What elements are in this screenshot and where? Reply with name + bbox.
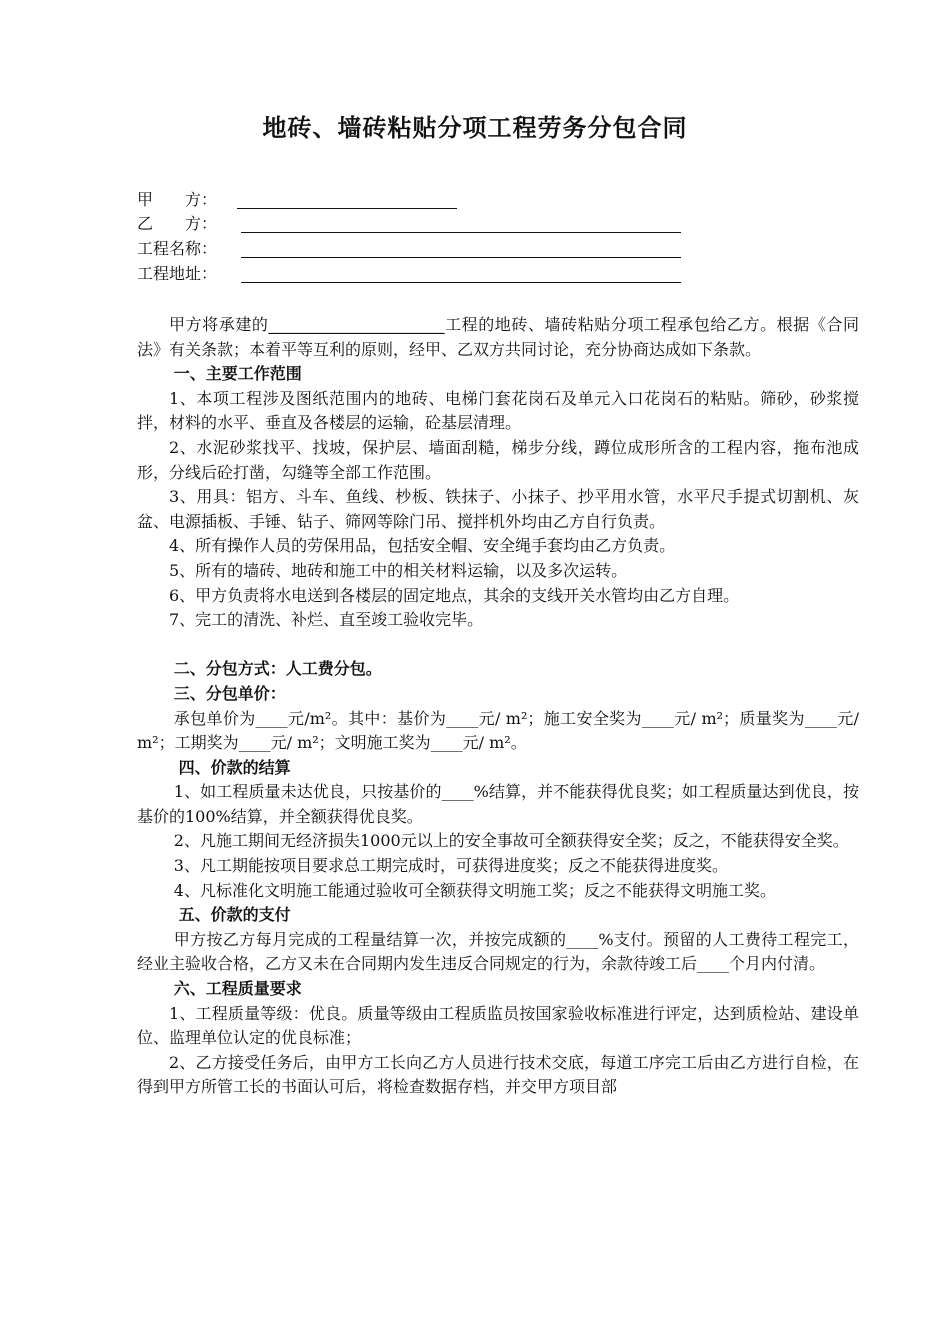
- project-name-blank-line: [241, 257, 681, 258]
- project-name-field: [137, 237, 237, 261]
- party-a-field: [137, 188, 237, 212]
- spacer: [137, 633, 859, 658]
- party-b-label: 乙 方：: [137, 214, 218, 233]
- section2-heading: 二、分包方式：人工费分包。: [173, 659, 382, 679]
- document-title: 地砖、墙砖粘贴分项工程劳务分包合同: [262, 114, 688, 142]
- section3-text: 承包单价为____元/m²。其中：基价为____元/ m²；施工安全奖为____元/ m²；质量奖为____元/ m²；工期奖为____元/ m²；文明施工奖为____元/ m²。: [137, 708, 859, 753]
- section4-item: 2、凡施工期间无经济损失1000元以上的安全事故可全额获得安全奖；反之，不能获得安全奖。: [173, 831, 849, 851]
- party-b-field: [137, 212, 237, 236]
- section4-item: 1、如工程质量未达优良，只按基价的____%结算，并不能获得优良奖；如工程质量达到优良，按基价的100%结算，并全额获得优良奖。: [137, 782, 859, 826]
- project-address-blank-line: [241, 282, 681, 283]
- section4-item: 3、凡工期能按项目要求总工期完成时，可获得进度奖；反之不能获得进度奖。: [173, 856, 728, 876]
- party-b-blank-line: [241, 232, 681, 233]
- section4-item: 4、凡标准化文明施工能通过验收可全额获得文明施工奖；反之不能获得文明施工奖。: [173, 880, 776, 900]
- section6-item: 2、乙方接受任务后，由甲方工长向乙方人员进行技术交底，每道工序完工后由乙方进行自检，在得到甲方所管工长的书面认可后，将检查数据存档，并交甲方项目部: [137, 1052, 859, 1097]
- project-address-field: [137, 262, 237, 286]
- section1-item: 6、甲方负责将水电送到各楼层的固定地点，其余的支线开关水管均由乙方自理。: [169, 585, 740, 605]
- section1-item: 4、所有操作人员的劳保用品，包括安全帽、安全绳手套均由乙方负责。: [169, 536, 676, 556]
- section1-item: 1、本项工程涉及图纸范围内的地砖、电梯门套花岗石及单元入口花岗石的粘贴。筛砂，砂浆搅拌，材料的水平、垂直及各楼层的运输，砼基层清理。: [137, 388, 859, 433]
- section1-item: 3、用具：铝方、斗车、鱼线、杪板、铁抹子、小抹子、抄平用水管，水平尺手提式切割机、灰盆、电源插板、手锤、钻子、筛网等除门吊、搅拌机外均由乙方自行负责。: [137, 487, 859, 531]
- section1-item: 2、水泥砂浆找平、找坡，保护层、墙面刮糙，梯步分线，蹲位成形所含的工程内容，拖布池成形，分线后砼打凿，勾缝等全部工作范围。: [137, 437, 859, 482]
- project-name-label: 工程名称：: [137, 239, 218, 258]
- section1-item: 5、所有的墙砖、地砖和施工中的相关材料运输，以及多次运转。: [169, 560, 628, 580]
- project-address-label: 工程地址：: [137, 264, 218, 283]
- intro-paragraph: 甲方将承建的______________________工程的地砖、墙砖粘贴分项工程承包给乙方。根据《合同法》有关条款；本着平等互利的原则，经甲、乙双方共同讨论，充分协商达成如下条款。: [137, 315, 859, 359]
- section5-heading: 五、价款的支付: [178, 905, 291, 925]
- section1-item: 7、完工的清洗、补烂、直至竣工验收完毕。: [169, 610, 484, 630]
- party-a-blank-line: [237, 208, 457, 209]
- section6-heading: 六、工程质量要求: [173, 979, 302, 999]
- section1-heading: 一、主要工作范围: [173, 364, 302, 384]
- section5-text: 甲方按乙方每月完成的工程量结算一次，并按完成额的____%支付。预留的人工费待工程完工，经业主验收合格，乙方又未在合同期内发生违反合同规定的行为，余款待竣工后____个月内付清。: [137, 929, 859, 974]
- section3-heading: 三、分包单价：: [173, 683, 286, 703]
- party-a-label: 甲 方：: [137, 190, 218, 209]
- section6-item: 1、工程质量等级：优良。质量等级由工程质监员按国家验收标准进行评定，达到质检站、建设单位、监理单位认定的优良标准；: [137, 1003, 859, 1048]
- section4-heading: 四、价款的结算: [178, 757, 291, 777]
- contract-body: [137, 313, 859, 1100]
- project-blank: ______________________: [268, 315, 445, 334]
